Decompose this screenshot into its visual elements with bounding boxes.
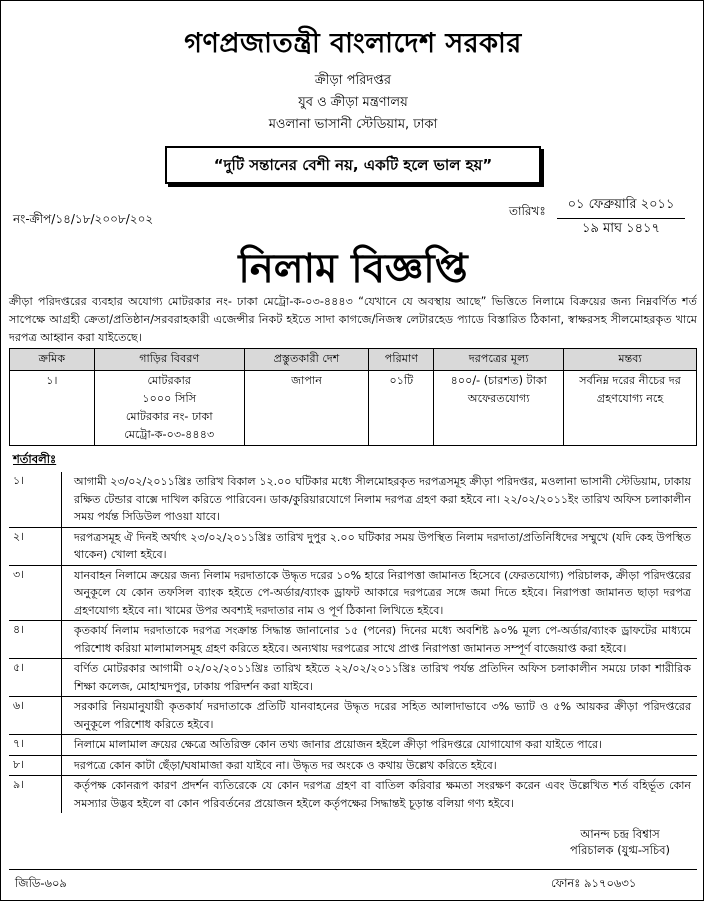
cell-vehicle <box>94 371 244 446</box>
term-item <box>9 735 697 756</box>
term-text: সরকারি নিয়মানুযায়ী কৃতকার্য দরদাতাকে প্রতিটি যানবাহনের উদ্ধৃত দরের সহিত আলাদাভাবে ৩% ভ্যাট ও ৫% আয়কর ক্রীড়া পরিদপ্তরের অনুকূলে পরিশোধ করিতে হইবে। <box>61 697 697 734</box>
term-item <box>9 697 697 735</box>
header-price: দরপত্রের মূল্য <box>434 349 564 371</box>
term-number: ১। <box>13 474 25 487</box>
auction-items-table <box>9 348 697 446</box>
terms-section <box>9 445 697 871</box>
term-text: যানবাহন নিলামে ক্রয়ের জন্য নিলাম দরদাতাকে উদ্ধৃত দরের ১০% হারে নিরাপত্তা জামানত হিসেবে (ফেরতযোগ্য) পরিচালক, ক্রীড়া পরিদপ্তরের অনুকূলে যে কোন তফসিল ব্যাংক হইতে পে-অর্ডার/ব্যাংক ড্রাফট আকারে দরপত্রের সঙ্গে জমা দিতে হইবে। নিরাপত্তা জামানত ছাড়া দরপত্র গ্রহণযোগ্য হইবে না। খামের উপর অবশ্যই দরদাতার নাম ও পূর্ণ ঠিকানা লিখিতে হইবে। <box>61 566 697 621</box>
vehicle-line: ১০০০ সিসি <box>142 392 197 405</box>
cell-remarks <box>564 371 697 446</box>
date-bangla: ১৯ মাঘ ১৪১৭ <box>582 221 660 236</box>
signatory-designation: পরিচালক (যুগ্ম-সচিব) <box>569 843 671 857</box>
term-text: দরপত্রসমূহ ঐ দিনই অর্থাৎ ২৩/০২/২০১১খ্রিঃ তারিখ দুপুর ২.০০ ঘটিকার সময় উপস্থিত নিলাম দরদাতা/প্রতিনিধিদের সম্মুখে (যদি কেহ উপস্থিত থাকেন) খোলা হইবে। <box>61 528 697 565</box>
slogan-box: “দুটি সন্তানের বেশী নয়, একটি হলে ভাল হয়” <box>165 146 541 184</box>
term-text: দরপত্রে কোন কাটা ছেঁড়া/ঘষামাজা করা যাইবে না। উদ্ধৃত দর অংকে ও কথায় উল্লেখ করিতে হইবে। <box>61 756 697 776</box>
cell-price <box>434 371 564 446</box>
term-number: ৯। <box>13 778 25 791</box>
date-gregorian: ০১ ফেব্রুয়ারি ২০১১ <box>557 195 685 219</box>
term-number: ৫। <box>13 661 25 674</box>
ministry-name: যুব ও ক্রীড়া মন্ত্রণালয় <box>298 95 408 110</box>
gd-number: জিডি-৬০৯ <box>15 876 67 890</box>
term-number: ২। <box>13 529 25 543</box>
term-item <box>9 621 697 659</box>
department-name: ক্রীড়া পরিদপ্তর <box>314 73 392 88</box>
term-item <box>9 472 697 528</box>
header-vehicle: গাড়ির বিবরণ <box>94 349 244 371</box>
remarks-line: গ্রহণযোগ্য নহে <box>596 392 664 405</box>
remarks-line: সর্বনিম্ন দরের নীচের দর <box>579 374 681 387</box>
term-number: ৭। <box>13 737 25 750</box>
term-text: কর্তৃপক্ষ কোনরূপ কারণ প্রদর্শন ব্যতিরেকে যে কোন দরপত্র গ্রহণ বা বাতিল করিবার ক্ষমতা সংরক্ষণ করেন এবং উল্লেখিত শর্ত বহির্ভূত কোন সমস্যার উদ্ভব হইলে বা কোন পরিবর্তনের প্রয়োজন হইলে কর্তৃপক্ষের সিদ্ধান্তই চূড়ান্ত বলিয়া গণ্য হইবে। <box>61 776 697 813</box>
term-number: ৮। <box>13 757 25 771</box>
date-label: তারিখঃ <box>509 204 546 218</box>
term-item <box>9 566 697 622</box>
vehicle-line: মেট্রো-ক-০৩-৪৪৪৩ <box>124 428 215 441</box>
cell-serial: ১। <box>10 371 95 446</box>
price-line: ৪০০/- (চারশত) টাকা <box>450 374 547 387</box>
term-text: আগামী ২৩/০২/২০১১খ্রিঃ তারিখ বিকাল ১২.০০ ঘটিকার মধ্যে সীলমোহরকৃত দরপত্রসমূহ ক্রীড়া পরিদপ্তর, মওলানা ভাসানী স্টেডিয়াম, ঢাকায় রক্ষিত টেন্ডার বাক্সে দাখিল করিতে পারিবেন। ডাক/কুরিয়ারযোগে নিলাম দরপত্র গ্রহণ করা হইবে না। ২২/০২/২০১১ইং তারিখ অফিস চলাকালীন সময় পর্যন্ত সিডিউল পাওয়া যাবে। <box>61 472 697 527</box>
government-title: গণপ্রজাতন্ত্রী বাংলাদেশ সরকার <box>184 28 522 59</box>
header-remarks: মন্তব্য <box>564 349 697 371</box>
term-item <box>9 528 697 566</box>
cell-country: জাপান <box>244 371 369 446</box>
signatory-name: আনন্দ চন্দ্র বিশ্বাস <box>580 827 660 841</box>
term-number: ৬। <box>13 699 25 712</box>
vehicle-line: মোটরকার নং- ঢাকা <box>125 410 213 423</box>
reference-number: নং-ক্রীপ/১৪/১৮/২০০৮/২০২ <box>13 212 154 226</box>
cell-quantity: ০১টি <box>369 371 434 446</box>
phone-number: ফোনঃ ৯১৭০৬৩১ <box>551 876 637 890</box>
signature-block <box>547 826 693 858</box>
term-text: কৃতকার্য নিলাম দরদাতাকে দরপত্র সংক্রান্ত সিদ্ধান্ত জানানোর ১৫ (পনের) দিনের মধ্যে অবশিষ্ট ৯০% মূল্য পে-অর্ডার/ব্যাংক ড্রাফটের মাধ্যমে পরিশোধ করিয়া মালামালসমূহ গ্রহণ করিতে হইবে। অন্যথায় দরপত্রের সাথে প্রাপ্ত নিরাপত্তা জামানত সম্পূর্ণ বাজেয়াপ্ত করা হইবে। <box>61 621 697 658</box>
notice-title: নিলাম বিজ্ঞপ্তি <box>238 245 468 292</box>
header-quantity: পরিমাণ <box>369 349 434 371</box>
term-text: বর্ণিত মোটরকার আগামী ০২/০২/২০১১খ্রিঃ তারিখ হইতে ২২/০২/২০১১খ্রিঃ তারিখ পর্যন্ত প্রতিদিন অফিস চলাকালীন সময়ে ঢাকা শারীরিক শিক্ষা কলেজ, মোহাম্মদপুর, ঢাকায় পরিদর্শন করা যাইবে। <box>61 659 697 696</box>
price-line: অফেরতযোগ্য <box>467 392 530 405</box>
vehicle-line: মোটরকার <box>147 374 191 387</box>
terms-list <box>9 472 697 813</box>
term-item <box>9 659 697 697</box>
office-address: মওলানা ভাসানী স্টেডিয়াম, ঢাকা <box>268 117 438 132</box>
intro-paragraph: ক্রীড়া পরিদপ্তরের ব্যবহার অযোগ্য মোটরকার নং- ঢাকা মেট্রো-ক-০৩-৪৪৪৩ “যেখানে যে অবস্থায় আছে” ভিত্তিতে নিলামে বিক্রয়ের জন্য নিম্নবর্ণিত শর্ত সাপেক্ষে আগ্রহী ক্রেতা/প্রতিষ্ঠান/সরবরাহকারী এজেন্সীর নিকট হইতে সাদা কাগজে/নিজস্ব লেটারহেড প্যাডে বিস্তারিত ঠিকানা, স্বাক্ষরসহ সীলমোহরকৃত খামে দরপত্র আহ্বান করা যাইতেছে। <box>9 295 697 344</box>
terms-heading: শর্তাবলীঃ <box>13 452 57 466</box>
table-header-row <box>10 349 697 371</box>
header-country: প্রস্তুতকারী দেশ <box>244 349 369 371</box>
footer-divider <box>9 869 697 870</box>
header-serial: ক্রমিক <box>10 349 95 371</box>
term-number: ৩। <box>13 567 25 581</box>
term-item <box>9 776 697 813</box>
table-row <box>10 371 697 446</box>
term-number: ৪। <box>13 623 25 636</box>
term-item <box>9 756 697 777</box>
term-text: নিলামে মালামাল ক্রয়ের ক্ষেত্রে অতিরিক্ত কোন তথ্য জানার প্রয়োজন হইলে ক্রীড়া পরিদপ্তরে যোগাযোগ করা যাইতে পারে। <box>61 735 697 755</box>
